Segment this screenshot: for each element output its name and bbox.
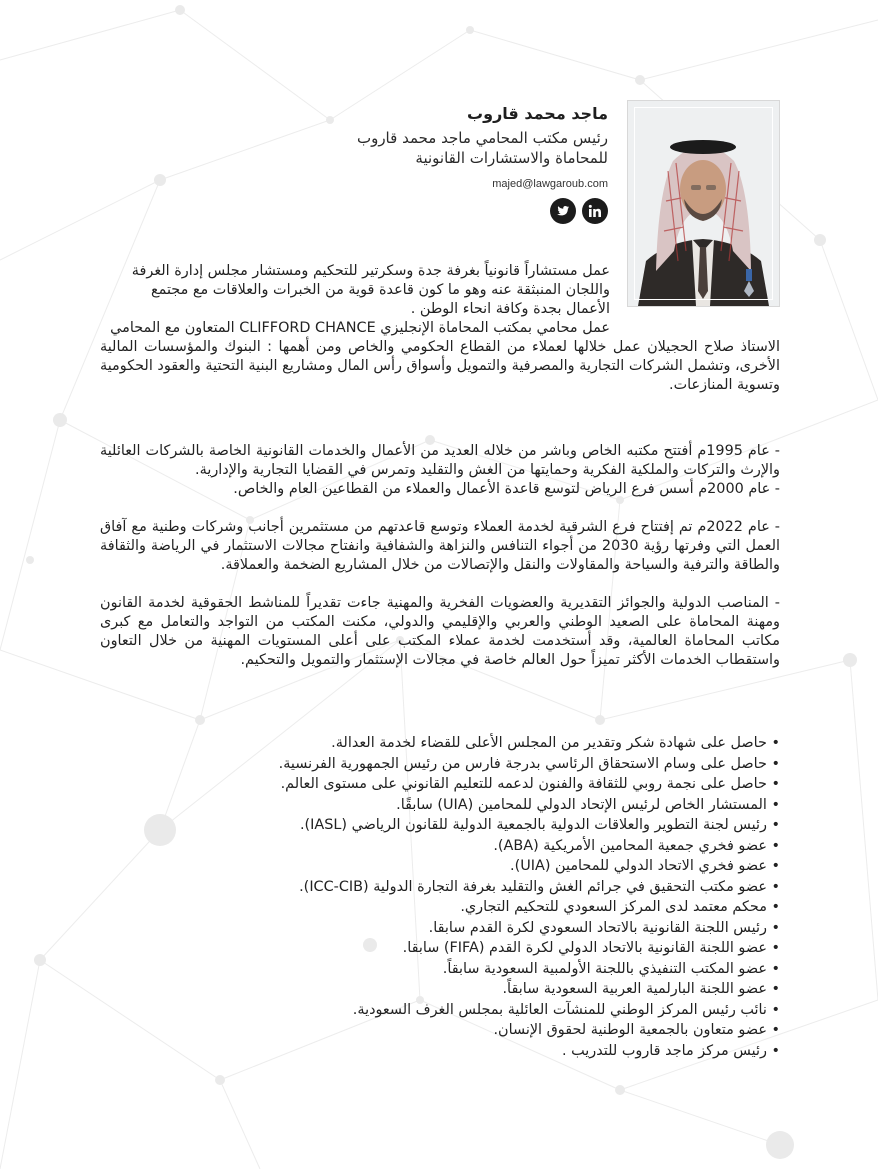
award-item: • المستشار الخاص لرئيس الإتحاد الدولي للمحامين (UIA) سابقًا. [100,795,780,816]
profile-name: ماجد محمد قاروب [467,104,608,123]
linkedin-button[interactable] [582,198,608,224]
intro-line: عمل محامي بمكتب المحاماة الإنجليزي CLIFFORD CHANCE المتعاون مع المحامي [110,320,610,336]
profile-email[interactable]: majed@lawgaroub.com [492,178,608,190]
award-item: • حاصل على شهادة شكر وتقدير من المجلس الأعلى للقضاء لخدمة العدالة. [100,733,780,754]
award-item: • رئيس مركز ماجد قاروب للتدريب . [100,1041,780,1062]
profile-header [300,100,608,224]
twitter-button[interactable] [550,198,576,224]
positions-paragraph: - المناصب الدولية والجوائز التقديرية والعضويات الفخرية والمهنية جاءت تقديراً للمناشط الحقوقية لخدمة القانون ومهنة المحاماة على الصعيد الوطني والعربي والإقليمي والدولي، مكنت المكتب من التواجد والتعامل مع كبرى مكاتب المحاماة العالمية، وقد أستخدمت لخدمة عملاء المكتب على أعلى المستويات المهنية من خلال التعاون واستقطاب الخدمات الأكثر تميزاً حول العالم خاصة في مجالات الإستثمار والتمويل والتحكيم. [100,595,780,668]
profile-role-line1: رئيس مكتب المحامي ماجد محمد قاروب [356,129,608,147]
history-section [100,442,780,689]
award-item: • رئيس اللجنة القانونية بالاتحاد السعودي لكرة القدم سابقا. [100,918,780,939]
intro-line: الأعمال بجدة وكافة انحاء الوطن . [410,301,610,317]
award-item: • عضو اللجنة القانونية بالاتحاد الدولي لكرة القدم (FIFA) سابقا. [100,938,780,959]
award-item: • عضو متعاون بالجمعية الوطنية لحقوق الإنسان. [100,1020,780,1041]
profile-role-line2: للمحاماة والاستشارات القانونية [415,149,608,167]
history-2022: - عام 2022م تم إفتتاح فرع الشرقية لخدمة العملاء وتوسع قاعدتهم من مستثمرين أجانب وشركات وطنية مع آفاق العمل التي وفرتها رؤية 2030 من أجواء التنافس والنزاهة والشفافية وانفتاح مجالات الاستثمار في الرياضة والثقافة والطاقة والترفية والسياحة والمقاولات والنقل والإتصالات من خلال المشاريع الضخمة والعملاقة. [100,519,780,573]
award-item: • عضو فخري الاتحاد الدولي للمحامين (UIA). [100,856,780,877]
award-item: • نائب رئيس المركز الوطني للمنشآت العائلية بمجلس الغرف السعودية. [100,1000,780,1021]
intro-line: واللجان المنبثقة عنه وهو ما كون قاعدة قوية من الخبرات والعلاقات مع مجتمع [150,282,610,298]
award-item: • حاصل على وسام الاستحقاق الرئاسي بدرجة فارس من رئيس الجمهورية الفرنسية. [100,754,780,775]
award-item: • عضو المكتب التنفيذي باللجنة الأولمبية السعودية سابقاً. [100,959,780,980]
history-2000: - عام 2000م أسس فرع الرياض لتوسع قاعدة الأعمال والعملاء من القطاعين العام والخاص. [233,481,780,497]
award-item: • عضو فخري جمعية المحامين الأمريكية (ABA). [100,836,780,857]
award-item: • حاصل على نجمة روبي للثقافة والفنون لدعمه للتعليم القانوني على مستوى العالم. [100,774,780,795]
social-links [300,198,608,224]
award-item: • رئيس لجنة التطوير والعلاقات الدولية بالجمعية الدولية للقانون الرياضي (IASL). [100,815,780,836]
history-1995: - عام 1995م أفتتح مكتبه الخاص وباشر من خلاله العديد من الأعمال والخدمات القانونية الخاصة بالشركات العائلية والإرث والتركات والملكية الفكرية وحمايتها من الغش والتقليد وتمرس في القضايا التجارية والإدارية. [100,443,780,478]
awards-list [100,733,780,1061]
award-item: • عضو مكتب التحقيق في جرائم الغش والتقليد بغرفة التجارة الدولية (ICC-CIB). [100,877,780,898]
intro-paragraph: الاستاذ صلاح الحجيلان عمل خلالها لعملاء من القطاع الحكومي والخاص ومن أهمها : البنوك والمؤسسات المالية الأخرى، وتشمل الشركات التجارية والمصرفية والتمويل وأسواق رأس المال ومشاريع البنية التحتية والعقود الحكومية وتسوية المنازعات. [100,339,780,393]
intro-section [100,262,780,395]
linkedin-icon [588,204,602,218]
twitter-icon [556,204,570,218]
award-item: • عضو اللجنة البارلمية العربية السعودية سابقاً. [100,979,780,1000]
intro-line: عمل مستشاراً قانونياً بغرفة جدة وسكرتير للتحكيم ومستشار مجلس إدارة الغرفة [131,263,610,279]
award-item: • محكم معتمد لدى المركز السعودي للتحكيم التجاري. [100,897,780,918]
